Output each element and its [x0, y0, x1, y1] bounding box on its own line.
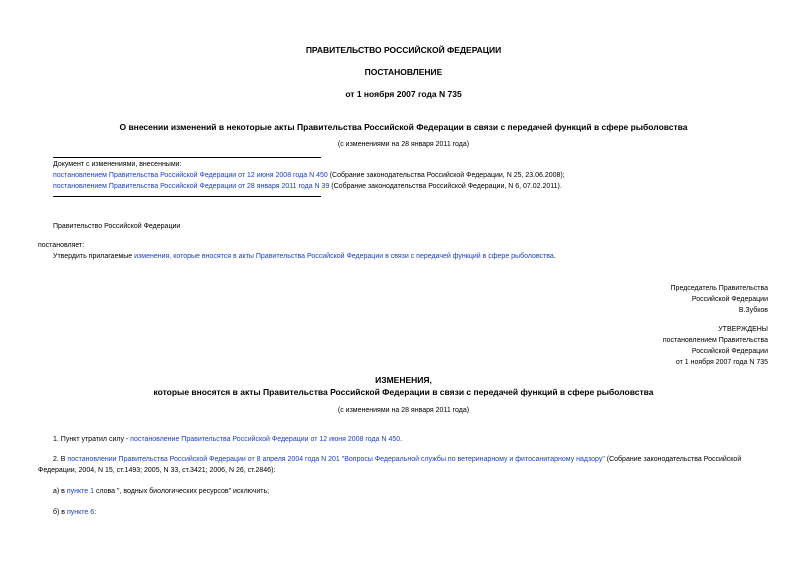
p1-suffix: .: [400, 436, 403, 443]
government-heading: ПРАВИТЕЛЬСТВО РОССИЙСКОЙ ФЕДЕРАЦИИ: [305, 45, 502, 55]
approve-paragraph: [53, 253, 556, 260]
divider-bottom: [53, 196, 321, 197]
pa-prefix: а) в: [53, 488, 67, 495]
changes-list-item: [53, 183, 562, 190]
pa-link[interactable]: пункте 1: [66, 488, 94, 495]
approved-date: от 1 ноября 2007 года N 735: [675, 359, 768, 366]
approve-suffix: .: [553, 253, 556, 260]
approved-by: постановлением Правительства: [662, 337, 768, 344]
document-type: ПОСТАНОВЛЕНИЕ: [364, 67, 443, 77]
pa-suffix: слова ", водных биологических ресурсов" исключить;: [94, 488, 270, 495]
document-title: О внесении изменений в некоторые акты Правительства Российской Федерации в связи с передачей функций в сфере рыболовства: [119, 122, 688, 132]
approve-prefix: Утвердить прилагаемые: [53, 253, 135, 260]
changes-intro: Документ с изменениями, внесенными:: [53, 161, 182, 168]
paragraph-1: [53, 436, 402, 443]
changes-section-title: ИЗМЕНЕНИЯ,: [375, 375, 432, 385]
pb-suffix: :: [94, 509, 97, 516]
divider-top: [53, 157, 321, 158]
changes-list-item: [53, 172, 565, 179]
changes-amended-note: (с изменениями на 28 января 2011 года): [337, 407, 470, 414]
signature-position-2: Российской Федерации: [691, 296, 768, 303]
pb-prefix: б) в: [53, 509, 67, 516]
body-government: Правительство Российской Федерации: [53, 223, 181, 230]
p2-suffix: (Собрание законодательства Российской: [604, 456, 742, 463]
paragraph-2: [53, 456, 741, 463]
amendment-source-1: (Собрание законодательства Российской Федерации, N 25, 23.06.2008);: [327, 172, 565, 179]
signature-name: В.Зубков: [738, 307, 768, 314]
approved-by-2: Российской Федерации: [691, 348, 768, 355]
amended-note: (с изменениями на 28 января 2011 года): [337, 141, 470, 148]
amendment-link-2[interactable]: постановлением Правительства Российской Федерации от 28 января 2011 года N 39: [53, 183, 330, 190]
resolves-text: постановляет:: [38, 242, 85, 249]
paragraph-2-line-2: Федерации, 2004, N 15, ст.1493; 2005, N 33, ст.3421; 2006, N 26, ст.2846):: [38, 467, 276, 474]
document-date-number: от 1 ноября 2007 года N 735: [345, 89, 462, 99]
approve-link[interactable]: изменения, которые вносятся в акты Правительства Российской Федерации в связи с передачей функций в сфере рыболовства: [134, 253, 554, 260]
changes-section-subtitle: которые вносятся в акты Правительства Российской Федерации в связи с передачей функций в сфере рыболовства: [153, 387, 654, 397]
amendment-source-2: (Собрание законодательства Российской Федерации, N 6, 07.02.2011).: [329, 183, 562, 190]
signature-position: Председатель Правительства: [670, 285, 768, 292]
paragraph-b: [53, 509, 96, 516]
p1-prefix: 1. Пункт утратил силу -: [53, 436, 131, 443]
p2-link[interactable]: постановлении Правительства Российской Федерации от 8 апреля 2004 года N 201 "Вопросы Федеральной службы по ветеринарному и фитосанитарному надзору": [67, 456, 605, 463]
pb-link[interactable]: пункте 6: [66, 509, 95, 516]
amendment-link-1[interactable]: постановлением Правительства Российской Федерации от 12 июня 2008 года N 450: [53, 172, 328, 179]
paragraph-a: [53, 488, 269, 495]
p2-prefix: 2. В: [53, 456, 68, 463]
approved-label: УТВЕРЖДЕНЫ: [718, 326, 768, 333]
p1-link[interactable]: постановление Правительства Российской Федерации от 12 июня 2008 года N 450: [130, 436, 401, 443]
